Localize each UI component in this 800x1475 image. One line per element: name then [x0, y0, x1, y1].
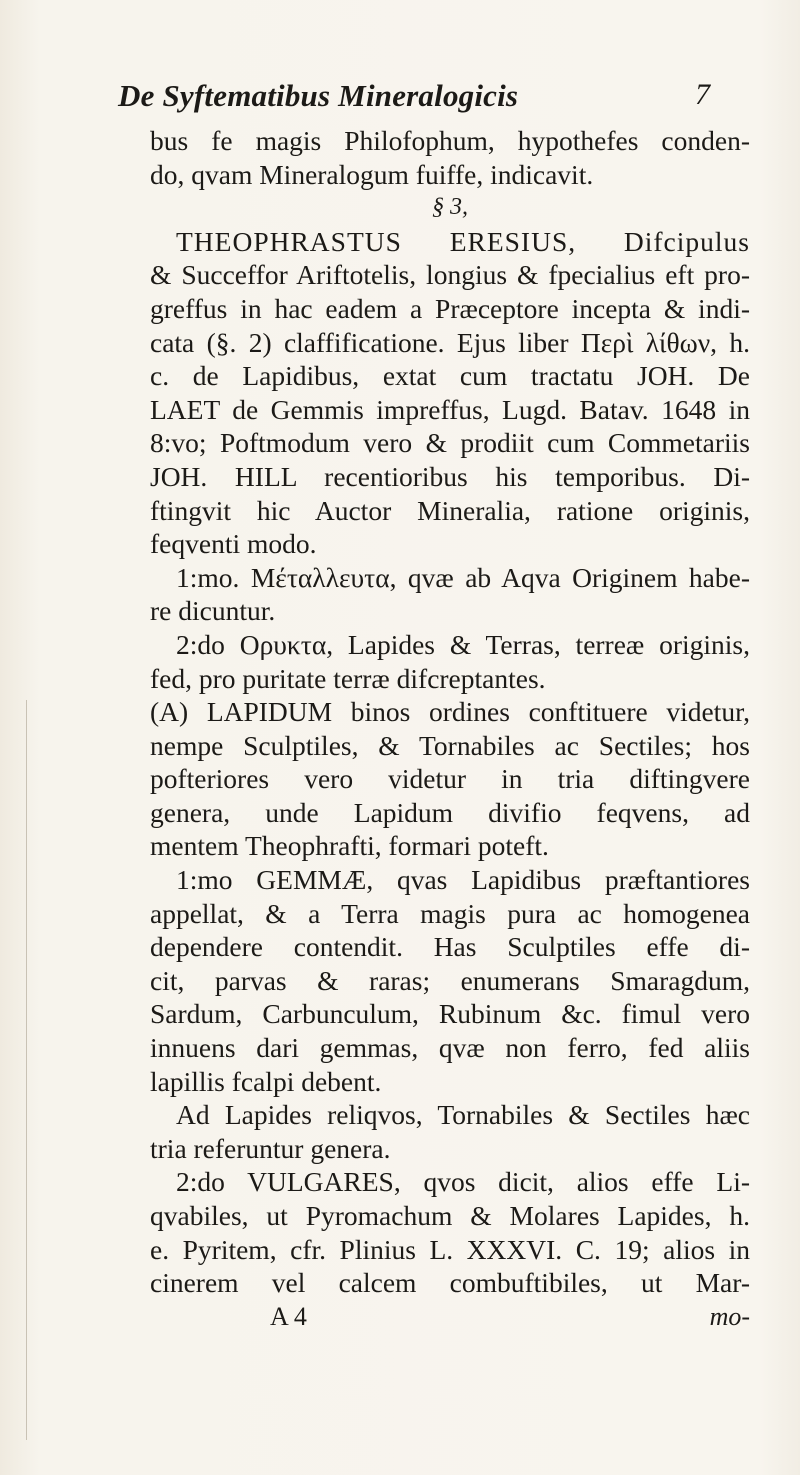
text-line: re dicuntur.	[150, 595, 276, 627]
running-head: De Syftematibus Mineralogicis	[118, 78, 519, 113]
page-footer	[150, 1300, 750, 1334]
text-line: 2:do Ορυκτα, Lapides & Terras, terreæ originis,	[176, 628, 750, 660]
text-line: THEOPHRASTUS ERESIUS, Difcipulus	[176, 225, 750, 257]
text-line: Sardum, Carbunculum, Rubinum &c. fimul vero	[150, 998, 750, 1030]
text-line: 8:vo; Poftmodum vero & prodiit cum Commetariis	[150, 427, 750, 459]
body-text	[150, 124, 750, 1333]
text-line: JOH. HILL recentioribus his temporibus. Di-	[150, 460, 750, 492]
text-line: 1:mo GEMMÆ, qvas Lapidibus præftantiores	[176, 864, 750, 896]
text-line: pofteriores vero videtur in tria diftingvere	[150, 763, 750, 795]
text-line: genera, unde Lapidum divifio feqvens, ad	[150, 796, 750, 828]
text-line: e. Pyritem, cfr. Plinius L. XXXVI. C. 19; alios in	[150, 1233, 750, 1265]
text-line: Ad Lapides reliqvos, Tornabiles & Sectiles hæc	[176, 1099, 750, 1131]
text-line: 2:do VULGARES, qvos dicit, alios effe Li-	[176, 1166, 750, 1198]
text-line: (A) LAPIDUM binos ordines conftituere videtur,	[150, 696, 750, 728]
text-line: feqventi modo.	[150, 528, 317, 560]
text-line: mentem Theophrafti, formari poteft.	[150, 830, 549, 862]
text-line: LAET de Gemmis impreffus, Lugd. Batav. 1648 in	[150, 393, 750, 425]
text-line: qvabiles, ut Pyromachum & Molares Lapides, h.	[150, 1200, 750, 1231]
text-line: greffus in hac eadem a Præceptore incepta & indi-	[150, 292, 750, 324]
text-line: ftingvit hic Auctor Mineralia, ratione originis,	[150, 494, 750, 526]
text-line: cinerem vel calcem combuftibiles, ut Mar-	[150, 1267, 750, 1299]
text-line: 1:mo. Μέταλλευτα, qvæ ab Aqva Originem habe-	[176, 561, 750, 593]
text-line: cata (§. 2) claffificatione. Ejus liber Περὶ λίθων, h.	[150, 326, 750, 358]
page-number: 7	[695, 78, 710, 111]
text-line: innuens dari gemmas, qvæ non ferro, fed aliis	[150, 1032, 750, 1064]
text-line: do, qvam Mineralogum fuiffe, indicavit.	[150, 158, 594, 190]
text-line: fed, pro puritate terræ difcreptantes.	[150, 662, 546, 694]
text-line: bus fe magis Philofophum, hypothefes conden-	[150, 125, 750, 156]
text-line: appellat, & a Terra magis pura ac homogenea	[150, 897, 750, 929]
text-line: lapillis fcalpi debent.	[150, 1065, 382, 1097]
text-line: nempe Sculptiles, & Tornabiles ac Sectiles; hos	[150, 729, 750, 761]
catchword: mo-	[709, 1301, 750, 1331]
page-gutter-edge	[26, 700, 27, 1440]
text-line: cit, parvas & raras; enumerans Smaragdum,	[150, 964, 750, 996]
text-line: c. de Lapidibus, extat cum tractatu JOH. De	[150, 360, 750, 392]
signature-mark: A 4	[270, 1301, 307, 1331]
text-line: § 3,	[432, 194, 468, 221]
text-line: tria referuntur genera.	[150, 1132, 391, 1164]
text-line: & Succeffor Ariftotelis, longius & fpecialius eft pro-	[150, 259, 750, 291]
text-line: dependere contendit. Has Sculptiles effe di-	[150, 931, 750, 963]
